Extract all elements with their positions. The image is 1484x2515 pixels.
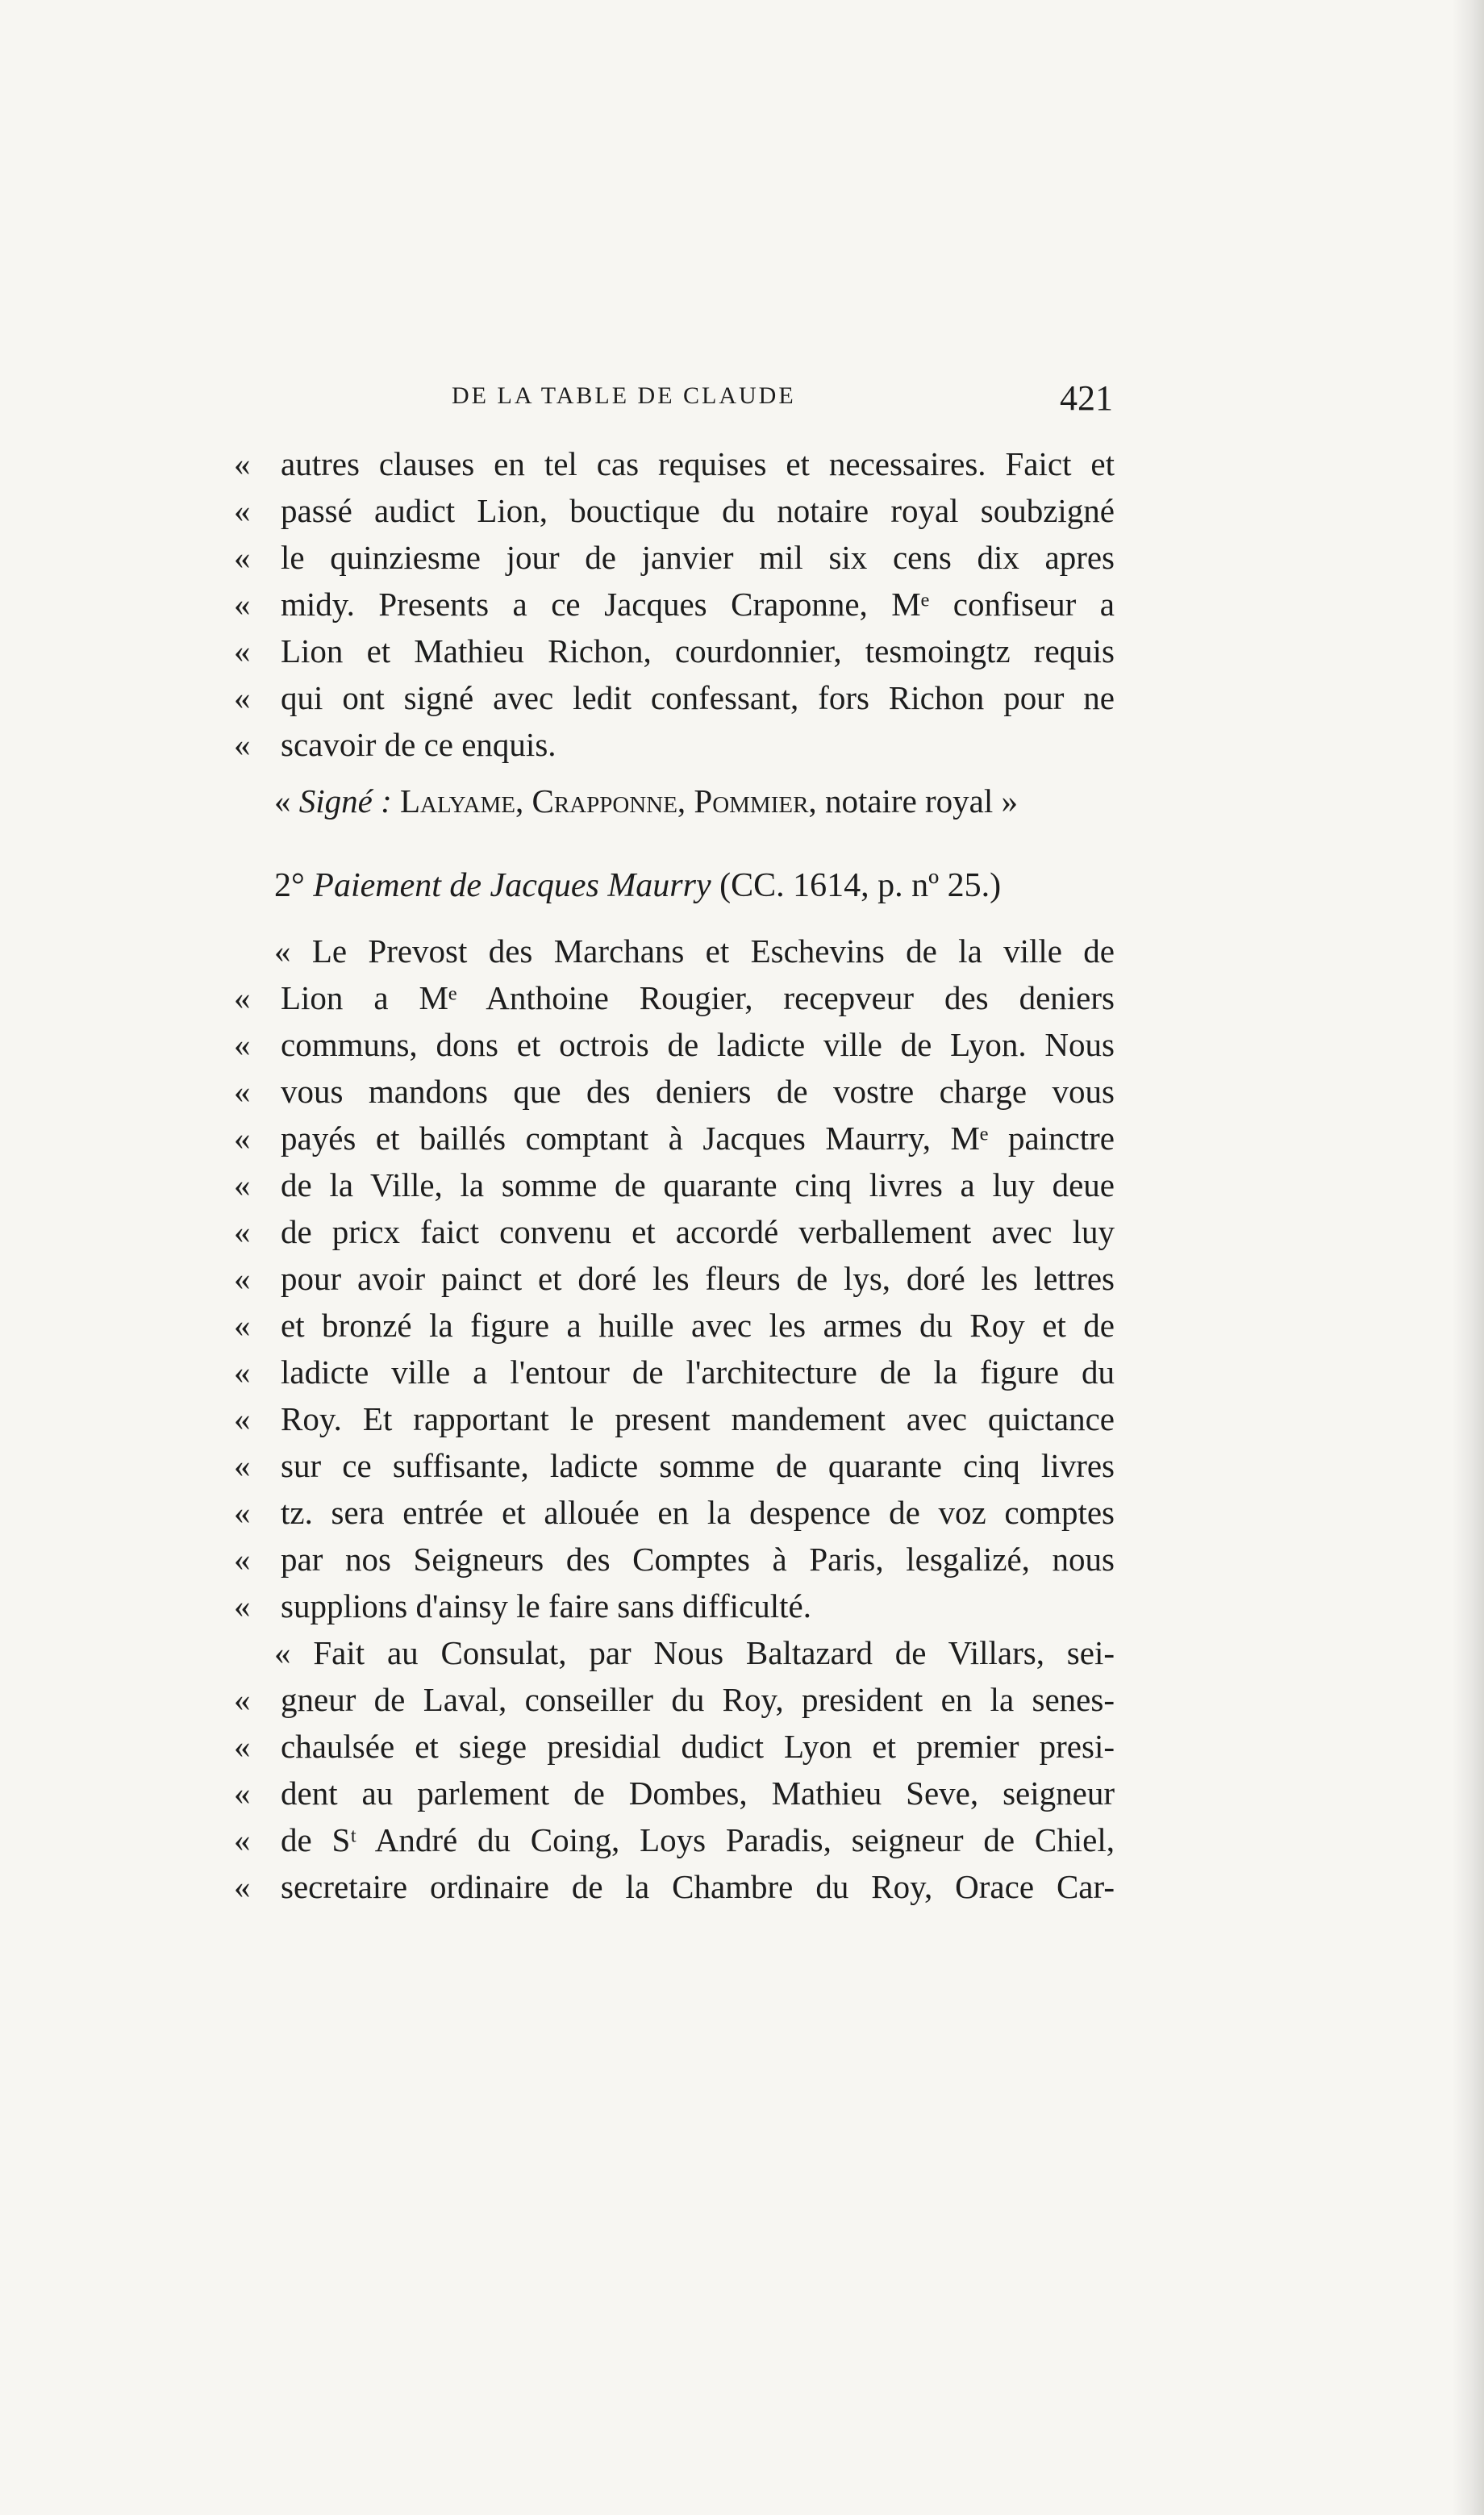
- line-text: ladicte ville a l'entour de l'architecture de la figure du: [281, 1353, 1115, 1391]
- quote-mark: «: [234, 1353, 251, 1391]
- line-text: midy. Presents a ce Jacques Craponne, Mᵉ confiseur a: [281, 586, 1115, 623]
- quote-mark: «: [234, 726, 251, 763]
- signature-title: notaire royal »: [824, 782, 1019, 820]
- running-head: DE LA TABLE DE CLAUDE: [452, 382, 796, 409]
- line-text: le quinziesme jour de janvier mil six cens dix apres: [281, 539, 1115, 576]
- quote-mark: «: [234, 1775, 251, 1812]
- text-line: [234, 581, 1115, 628]
- text-line: [234, 1770, 1115, 1816]
- text-line: [234, 534, 1115, 581]
- quote-mark: «: [234, 1494, 251, 1531]
- quote-mark: «: [234, 1166, 251, 1203]
- line-text: communs, dons et octrois de ladicte ville de Lyon. Nous: [281, 1026, 1115, 1063]
- quote-mark: «: [234, 1821, 251, 1858]
- text-line: [234, 1863, 1115, 1910]
- line-text: pour avoir painct et doré les fleurs de lys, doré les lettres: [281, 1260, 1115, 1297]
- line-text: de la Ville, la somme de quarante cinq livres a luy deue: [281, 1166, 1115, 1203]
- quote-mark: «: [234, 539, 251, 576]
- line-text: de Sᵗ André du Coing, Loys Paradis, seigneur de Chiel,: [281, 1821, 1115, 1858]
- line-text: autres clauses en tel cas requises et necessaires. Faict et: [281, 445, 1115, 482]
- line-text: et bronzé la figure a huille avec les armes du Roy et de: [281, 1307, 1115, 1344]
- text-line: [234, 1208, 1115, 1255]
- text-line: [234, 628, 1115, 674]
- line-text: secretaire ordinaire de la Chambre du Roy, Orace Car-: [281, 1868, 1115, 1905]
- quote-mark: «: [234, 1026, 251, 1063]
- quote-mark: «: [234, 1073, 251, 1110]
- text-line: [234, 1723, 1115, 1770]
- quote-mark: «: [234, 1587, 251, 1625]
- line-text: gneur de Laval, conseiller du Roy, president en la senes-: [281, 1681, 1115, 1718]
- line-text: sur ce suffisante, ladicte somme de quarante cinq livres: [281, 1447, 1115, 1484]
- quote-mark: «: [234, 1400, 251, 1437]
- quote-mark: «: [234, 979, 251, 1016]
- text-line: [234, 1115, 1115, 1162]
- text-line: [234, 1162, 1115, 1208]
- line-text: dent au parlement de Dombes, Mathieu Seve, seigneur: [281, 1775, 1115, 1812]
- quote-mark: «: [234, 1307, 251, 1344]
- line-text: payés et baillés comptant à Jacques Maurry, Mᵉ painctre: [281, 1120, 1115, 1157]
- text-line: [234, 1536, 1115, 1583]
- text-line: [234, 1395, 1115, 1442]
- signature-label: Signé :: [298, 782, 392, 820]
- text-line: [234, 1349, 1115, 1395]
- line-text: tz. sera entrée et allouée en la despence de voz comptes: [281, 1494, 1115, 1531]
- quote-mark: «: [234, 586, 251, 623]
- quote-mark: «: [234, 1447, 251, 1484]
- text-line: [234, 721, 1115, 768]
- line-text: de pricx faict convenu et accordé verballement avec luy: [281, 1213, 1115, 1250]
- heading-number: 2°: [274, 867, 305, 904]
- text-line: [234, 974, 1115, 1021]
- quote-mark: «: [234, 1260, 251, 1297]
- signature-line: [234, 774, 1115, 828]
- quote-mark: «: [234, 1728, 251, 1765]
- main-text: [234, 440, 1115, 1910]
- page-header: [452, 378, 1113, 423]
- text-line: [234, 674, 1115, 721]
- line-text: supplions d'ainsy le faire sans difficulté.: [281, 1587, 811, 1625]
- line-text: Lion et Mathieu Richon, courdonnier, tesmoingtz requis: [281, 632, 1115, 669]
- section-heading: [234, 860, 1115, 911]
- quote-mark: «: [234, 679, 251, 716]
- quote-mark: «: [234, 1868, 251, 1905]
- text-line: [234, 440, 1115, 487]
- line-text: Lion a Mᵉ Anthoine Rougier, recepveur des deniers: [281, 979, 1115, 1016]
- text-line: [234, 1442, 1115, 1489]
- text-line: [234, 1021, 1115, 1068]
- text-line: [234, 1816, 1115, 1863]
- quote-mark: «: [234, 1120, 251, 1157]
- line-text: chaulsée et siege presidial dudict Lyon et premier presi-: [281, 1728, 1115, 1765]
- line-text: passé audict Lion, bouctique du notaire royal soubzigné: [281, 492, 1115, 529]
- quote-mark: «: [234, 445, 251, 482]
- heading-title: Paiement de Jacques Maurry: [313, 867, 711, 904]
- line-text: scavoir de ce enquis.: [281, 726, 556, 763]
- line-text: « Fait au Consulat, par Nous Baltazard de Villars, sei-: [274, 1634, 1115, 1671]
- quote-mark: «: [234, 632, 251, 669]
- text-line: [234, 1068, 1115, 1115]
- text-line: [234, 1489, 1115, 1536]
- text-line: [234, 1676, 1115, 1723]
- quote-mark: «: [234, 1681, 251, 1718]
- line-text: vous mandons que des deniers de vostre charge vous: [281, 1073, 1115, 1110]
- text-line: [234, 487, 1115, 534]
- quote-mark: «: [234, 1541, 251, 1578]
- page-number: 421: [1060, 378, 1113, 418]
- signature-names: Lalyame, Crapponne, Pommier,: [400, 782, 817, 820]
- paragraph-first-line: [234, 1629, 1115, 1676]
- line-text: « Le Prevost des Marchans et Eschevins de la ville de: [274, 932, 1115, 970]
- quote-mark: «: [234, 1213, 251, 1250]
- line-text: par nos Seigneurs des Comptes à Paris, lesgalizé, nous: [281, 1541, 1115, 1578]
- heading-reference: (CC. 1614, p. nº 25.): [719, 867, 1002, 904]
- page-edge-shadow: [1452, 0, 1484, 2515]
- text-line: [234, 1255, 1115, 1302]
- text-line: [234, 1302, 1115, 1349]
- paragraph-first-line: [234, 928, 1115, 974]
- line-text: Roy. Et rapportant le present mandement avec quictance: [281, 1400, 1115, 1437]
- text-line: [234, 1583, 1115, 1629]
- signature-open-quote: «: [274, 782, 291, 820]
- line-text: qui ont signé avec ledit confessant, fors Richon pour ne: [281, 679, 1115, 716]
- quote-mark: «: [234, 492, 251, 529]
